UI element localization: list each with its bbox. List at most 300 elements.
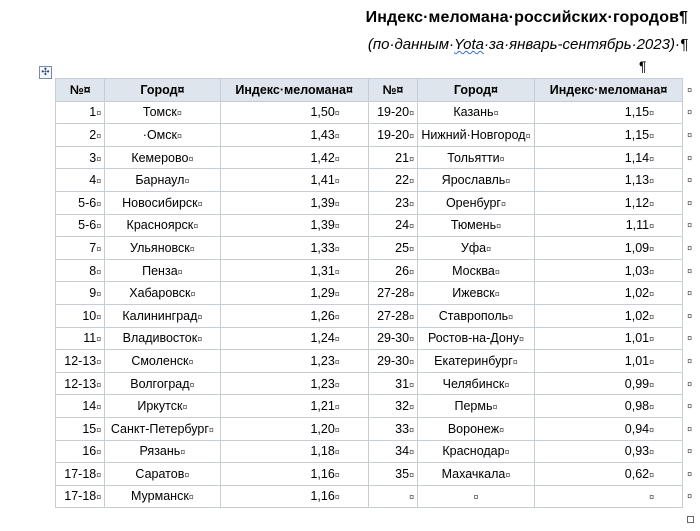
cell-end-mark: ¤ xyxy=(409,198,415,209)
table-row xyxy=(56,372,700,395)
table-row xyxy=(56,440,700,463)
index-cell-left-value: 1,39 xyxy=(310,218,335,233)
cell-end-mark: ¤ xyxy=(189,243,195,254)
rank-cell-left xyxy=(56,169,105,192)
cell-end-mark: ¤ xyxy=(96,153,102,164)
city-cell-right-value: Уфа xyxy=(460,240,487,255)
cell-end-mark: ¤ xyxy=(409,311,415,322)
rank-cell-right-value: 31 xyxy=(395,376,410,391)
cell-end-mark: ¤ xyxy=(189,379,195,390)
city-cell-right-value: Ижевск xyxy=(452,286,495,301)
city-cell-right-value: Тольятти xyxy=(447,150,500,165)
city-cell-right xyxy=(418,440,535,463)
cell-end-mark: ¤ xyxy=(334,221,340,232)
cell-end-mark: ¤ xyxy=(96,447,102,458)
rank-cell-right-value: 27-28 xyxy=(377,286,410,301)
row-end-mark: ¤ xyxy=(687,107,693,118)
table-row xyxy=(56,101,700,124)
rank-cell-right xyxy=(368,350,417,373)
table-row xyxy=(56,237,700,260)
cell-end-mark: ¤ xyxy=(512,356,518,367)
index-cell-right xyxy=(534,237,682,260)
index-cell-left-value: 1,31 xyxy=(310,263,335,278)
cell-end-mark: ¤ xyxy=(197,198,203,209)
cell-end-mark: ¤ xyxy=(96,402,102,413)
cell-end-mark: ¤ xyxy=(649,176,655,187)
rank-cell-right xyxy=(368,282,417,305)
index-cell-right-value: 1,02 xyxy=(624,286,650,301)
index-cell-right-value: 1,11 xyxy=(625,218,650,233)
cell-end-mark: ¤ xyxy=(649,130,655,141)
city-cell-left-value: Иркутск xyxy=(137,399,183,414)
row-end-mark: ¤ xyxy=(687,401,693,412)
index-cell-left-value: 1,29 xyxy=(310,286,335,301)
index-cell-right-value: 1,15 xyxy=(624,127,650,142)
cell-end-mark: ¤ xyxy=(188,153,194,164)
city-cell-right-value: Ярославль xyxy=(441,173,506,188)
row-end-mark: ¤ xyxy=(687,355,693,366)
table-row xyxy=(56,463,700,486)
rank-cell-right-value: 32 xyxy=(395,399,410,414)
cell-end-mark: ¤ xyxy=(334,130,340,141)
index-cell-left-value: 1,16 xyxy=(310,489,335,504)
row-end-mark: ¤ xyxy=(687,491,693,502)
cell-end-mark: ¤ xyxy=(649,379,655,390)
city-cell-right xyxy=(418,101,535,124)
city-cell-left xyxy=(105,259,220,282)
rank-cell-right xyxy=(368,372,417,395)
document-title: Индекс·меломана·российских·городов¶ xyxy=(365,9,688,26)
rank-cell-right xyxy=(368,327,417,350)
index-cell-left xyxy=(220,169,368,192)
cell-end-mark: ¤ xyxy=(334,379,340,390)
index-cell-right-value: 1,14 xyxy=(624,150,650,165)
city-cell-left xyxy=(105,440,220,463)
rank-cell-left-value: 9 xyxy=(89,286,97,301)
cell-end-mark: ¤ xyxy=(334,469,340,480)
cell-end-mark: ¤ xyxy=(493,108,499,119)
cell-end-mark: ¤ xyxy=(188,492,194,503)
index-cell-left-value: 1,24 xyxy=(310,331,335,346)
row-end-mark: ¤ xyxy=(687,84,693,95)
rank-cell-left-value: 7 xyxy=(89,240,97,255)
row-end-mark: ¤ xyxy=(687,423,693,434)
city-cell-left xyxy=(105,214,220,237)
cell-end-mark: ¤ xyxy=(508,311,514,322)
header-index-right: Индекс·меломана¤ xyxy=(534,79,682,102)
rank-cell-left xyxy=(56,463,105,486)
index-cell-left xyxy=(220,463,368,486)
cell-end-mark: ¤ xyxy=(492,402,498,413)
index-cell-left-value: 1,50 xyxy=(310,105,335,120)
cell-end-mark: ¤ xyxy=(334,492,340,503)
table-row xyxy=(56,282,700,305)
cell-end-mark: ¤ xyxy=(96,469,102,480)
city-cell-left xyxy=(105,169,220,192)
rank-cell-left-value: 5-6 xyxy=(78,218,97,233)
rank-cell-right-value: 29-30 xyxy=(377,353,410,368)
index-cell-right-value: 1,02 xyxy=(624,308,650,323)
index-cell-right xyxy=(534,146,682,169)
city-cell-left-value: Волгоград xyxy=(130,376,190,391)
rank-cell-right-value: 24 xyxy=(395,218,410,233)
cell-end-mark: ¤ xyxy=(184,176,190,187)
city-cell-left xyxy=(105,327,220,350)
cell-end-mark: ¤ xyxy=(197,334,203,345)
cell-end-mark: ¤ xyxy=(96,492,102,503)
city-cell-right xyxy=(418,417,535,440)
rank-cell-left xyxy=(56,214,105,237)
cell-end-mark: ¤ xyxy=(499,153,505,164)
city-cell-right xyxy=(418,372,535,395)
city-cell-right-value: Казань xyxy=(453,105,494,120)
cell-end-mark: ¤ xyxy=(649,153,655,164)
cell-end-mark: ¤ xyxy=(96,311,102,322)
header-city-right: Город¤ xyxy=(418,79,535,102)
rank-cell-right-value: 23 xyxy=(395,195,410,210)
cell-end-mark: ¤ xyxy=(649,289,655,300)
rank-cell-right xyxy=(368,463,417,486)
rank-cell-right xyxy=(368,169,417,192)
index-cell-left xyxy=(220,259,368,282)
table-row xyxy=(56,327,700,350)
cell-end-mark: ¤ xyxy=(96,424,102,435)
index-cell-left-value: 1,26 xyxy=(310,308,335,323)
index-cell-left-value: 1,23 xyxy=(310,353,335,368)
index-cell-right xyxy=(534,214,682,237)
cell-end-mark: ¤ xyxy=(409,469,415,480)
table-row xyxy=(56,395,700,418)
cell-end-mark: ¤ xyxy=(649,469,655,480)
index-cell-right xyxy=(534,372,682,395)
city-cell-right-value: Оренбург xyxy=(445,195,501,210)
cell-end-mark: ¤ xyxy=(96,266,102,277)
city-cell-left xyxy=(105,485,220,508)
index-cell-right-value: 0,62 xyxy=(624,466,650,481)
rank-cell-left-value: 5-6 xyxy=(78,195,97,210)
index-cell-right xyxy=(534,417,682,440)
rank-cell-right-value: 34 xyxy=(395,444,410,459)
rank-cell-right-value: 33 xyxy=(395,421,410,436)
row-end-mark: ¤ xyxy=(687,288,693,299)
index-cell-left-value: 1,43 xyxy=(310,127,335,142)
city-cell-right-value: Нижний·Новгород xyxy=(421,127,526,142)
cell-end-mark: ¤ xyxy=(494,289,500,300)
rank-cell-left xyxy=(56,282,105,305)
rank-cell-right xyxy=(368,395,417,418)
city-cell-right-value: Пермь xyxy=(454,399,493,414)
row-end-mark: ¤ xyxy=(687,242,693,253)
cell-end-mark: ¤ xyxy=(180,447,186,458)
cell-end-mark: ¤ xyxy=(334,243,340,254)
index-cell-right-value: 1,01 xyxy=(624,353,650,368)
cell-end-mark: ¤ xyxy=(177,266,183,277)
cell-end-mark: ¤ xyxy=(96,334,102,345)
cell-end-mark: ¤ xyxy=(334,402,340,413)
city-cell-right-value: Воронеж xyxy=(447,421,500,436)
city-cell-right xyxy=(418,146,535,169)
subtitle-brand: Yota xyxy=(453,36,484,53)
subtitle-suffix: ·за·январь-сентябрь·2023)·¶ xyxy=(484,36,688,53)
rank-cell-right xyxy=(368,214,417,237)
city-cell-right xyxy=(418,282,535,305)
cell-end-mark: ¤ xyxy=(409,424,415,435)
rank-cell-left xyxy=(56,259,105,282)
row-end-mark: ¤ xyxy=(687,220,693,231)
cell-end-mark: ¤ xyxy=(505,176,511,187)
index-cell-left xyxy=(220,101,368,124)
index-cell-left-value: 1,33 xyxy=(310,240,335,255)
cell-end-mark: ¤ xyxy=(334,356,340,367)
rank-cell-left-value: 15 xyxy=(82,421,97,436)
rank-cell-left-value: 11 xyxy=(83,331,97,346)
index-cell-right xyxy=(534,304,682,327)
rank-cell-right xyxy=(368,191,417,214)
city-cell-left xyxy=(105,124,220,147)
city-cell-right xyxy=(418,237,535,260)
row-end-mark: ¤ xyxy=(687,378,693,389)
city-cell-right xyxy=(418,485,535,508)
rank-cell-left xyxy=(56,124,105,147)
table-row xyxy=(56,417,700,440)
rank-cell-right xyxy=(368,124,417,147)
rank-cell-left xyxy=(56,350,105,373)
city-cell-left xyxy=(105,191,220,214)
cell-end-mark: ¤ xyxy=(409,221,415,232)
document-subtitle xyxy=(368,36,688,53)
table-row xyxy=(56,259,700,282)
cell-end-mark: ¤ xyxy=(96,356,102,367)
rank-cell-right xyxy=(368,259,417,282)
index-cell-left xyxy=(220,304,368,327)
rank-cell-left-value: 17-18 xyxy=(64,489,97,504)
index-cell-left-value: 1,21 xyxy=(310,399,335,414)
cell-end-mark: ¤ xyxy=(409,176,415,187)
city-cell-left-value: Владивосток xyxy=(122,331,198,346)
cell-end-mark: ¤ xyxy=(409,402,415,413)
cell-end-mark: ¤ xyxy=(334,153,340,164)
city-cell-left xyxy=(105,395,220,418)
index-cell-left xyxy=(220,214,368,237)
cell-end-mark: ¤ xyxy=(409,379,415,390)
row-end-mark: ¤ xyxy=(687,197,693,208)
index-cell-right xyxy=(534,259,682,282)
cell-end-mark: ¤ xyxy=(649,198,655,209)
cell-end-mark: ¤ xyxy=(184,469,190,480)
cell-end-mark: ¤ xyxy=(190,289,196,300)
cell-end-mark: ¤ xyxy=(504,447,510,458)
city-cell-right xyxy=(418,191,535,214)
cell-end-mark: ¤ xyxy=(649,221,655,232)
rank-cell-left xyxy=(56,327,105,350)
cell-end-mark: ¤ xyxy=(649,243,655,254)
rank-cell-left-value: 17-18 xyxy=(64,466,97,481)
cell-end-mark: ¤ xyxy=(649,492,655,503)
rank-cell-right-value: 19-20 xyxy=(377,105,410,120)
city-cell-left xyxy=(105,101,220,124)
city-cell-left-value: Новосибирск xyxy=(122,195,198,210)
rank-cell-right-value: 22 xyxy=(395,173,410,188)
city-cell-right-value: Челябинск xyxy=(442,376,505,391)
rank-cell-left xyxy=(56,417,105,440)
cell-end-mark: ¤ xyxy=(649,402,655,413)
cell-end-mark: ¤ xyxy=(649,447,655,458)
index-cell-right-value: 1,12 xyxy=(624,195,650,210)
table-row xyxy=(56,169,700,192)
cell-end-mark: ¤ xyxy=(334,334,340,345)
index-cell-left xyxy=(220,440,368,463)
cell-end-mark: ¤ xyxy=(334,198,340,209)
index-cell-left xyxy=(220,146,368,169)
index-cell-left-value: 1,20 xyxy=(310,421,335,436)
cell-end-mark: ¤ xyxy=(193,221,199,232)
rank-cell-left xyxy=(56,440,105,463)
city-cell-left-value: Кемерово xyxy=(131,150,189,165)
city-cell-right xyxy=(418,304,535,327)
index-cell-left xyxy=(220,282,368,305)
end-of-cell-marker xyxy=(687,516,694,523)
cell-end-mark: ¤ xyxy=(96,221,102,232)
index-cell-left xyxy=(220,417,368,440)
cell-end-mark: ¤ xyxy=(409,492,415,503)
index-cell-right-value: 1,13 xyxy=(624,173,650,188)
city-cell-left-value: Красноярск xyxy=(126,218,194,233)
rank-cell-left-value: 12-13 xyxy=(64,376,97,391)
index-cell-left xyxy=(220,191,368,214)
subtitle-prefix: (по·данным· xyxy=(367,36,454,53)
city-cell-left-value: Калининград xyxy=(122,308,198,323)
cell-end-mark: ¤ xyxy=(409,356,415,367)
cell-end-mark: ¤ xyxy=(208,424,214,435)
rank-cell-right-value: 25 xyxy=(395,240,410,255)
cell-end-mark: ¤ xyxy=(496,221,502,232)
row-end-mark: ¤ xyxy=(687,333,693,344)
rank-cell-right-value: 19-20 xyxy=(377,127,410,142)
cell-end-mark: ¤ xyxy=(334,108,340,119)
cell-end-mark: ¤ xyxy=(409,243,415,254)
city-cell-left-value: Хабаровск xyxy=(129,286,191,301)
city-cell-right xyxy=(418,395,535,418)
index-cell-right xyxy=(534,327,682,350)
table-body xyxy=(56,101,700,508)
rank-cell-left-value: 12-13 xyxy=(64,353,97,368)
table-row xyxy=(56,191,700,214)
index-cell-left xyxy=(220,350,368,373)
rank-cell-right-value: 27-28 xyxy=(377,308,410,323)
cell-end-mark: ¤ xyxy=(500,198,506,209)
cell-end-mark: ¤ xyxy=(334,424,340,435)
cell-end-mark: ¤ xyxy=(334,289,340,300)
index-cell-left-value: 1,41 xyxy=(310,173,335,188)
city-cell-right xyxy=(418,463,535,486)
city-cell-right xyxy=(418,214,535,237)
cell-end-mark: ¤ xyxy=(409,153,415,164)
cell-end-mark: ¤ xyxy=(334,176,340,187)
table-row xyxy=(56,485,700,508)
city-cell-right-value: Екатеринбург xyxy=(434,353,513,368)
cell-end-mark: ¤ xyxy=(494,266,500,277)
header-city-left: Город¤ xyxy=(105,79,220,102)
rank-cell-left-value: 14 xyxy=(82,399,97,414)
table-header-row xyxy=(56,79,700,102)
index-cell-right-value: 0,98 xyxy=(624,399,650,414)
city-cell-left-value: Пенза xyxy=(142,263,178,278)
rank-cell-left-value: 10 xyxy=(82,308,97,323)
row-end-mark: ¤ xyxy=(687,446,693,457)
rank-cell-right-value: 29-30 xyxy=(377,331,410,346)
rank-cell-right-value: 21 xyxy=(395,150,410,165)
cell-end-mark: ¤ xyxy=(473,492,479,503)
cell-end-mark: ¤ xyxy=(409,289,415,300)
paragraph-mark: ¶ xyxy=(639,58,647,74)
cell-end-mark: ¤ xyxy=(96,130,102,141)
index-cell-left xyxy=(220,395,368,418)
index-cell-left xyxy=(220,327,368,350)
cell-end-mark: ¤ xyxy=(334,266,340,277)
rank-cell-right xyxy=(368,101,417,124)
rank-cell-left-value: 3 xyxy=(89,150,97,165)
row-end-mark: ¤ xyxy=(687,152,693,163)
index-cell-right xyxy=(534,124,682,147)
index-cell-right xyxy=(534,440,682,463)
cell-end-mark: ¤ xyxy=(182,402,188,413)
index-cell-right xyxy=(534,191,682,214)
index-cell-right-value: 1,03 xyxy=(624,263,650,278)
index-cell-left xyxy=(220,237,368,260)
rank-cell-left-value: 4 xyxy=(89,173,97,188)
cell-end-mark: ¤ xyxy=(499,424,505,435)
index-cell-right xyxy=(534,485,682,508)
cell-end-mark: ¤ xyxy=(519,334,525,345)
city-cell-left-value: Смоленск xyxy=(131,353,189,368)
cell-end-mark: ¤ xyxy=(649,108,655,119)
cell-end-mark: ¤ xyxy=(176,108,182,119)
city-cell-left-value: Рязань xyxy=(139,444,181,459)
rank-cell-left-value: 1 xyxy=(89,105,97,120)
city-cell-left xyxy=(105,372,220,395)
city-cell-right-value: Ростов-на-Дону xyxy=(427,331,519,346)
cell-end-mark: ¤ xyxy=(409,334,415,345)
city-cell-left-value: Мурманск xyxy=(131,489,189,504)
city-cell-left-value: ·Омск xyxy=(142,127,177,142)
city-cell-left-value: Санкт-Петербург xyxy=(110,421,209,436)
cell-end-mark: ¤ xyxy=(649,424,655,435)
rank-cell-left-value: 8 xyxy=(89,263,97,278)
city-cell-right-value: Москва xyxy=(452,263,495,278)
index-cell-left xyxy=(220,124,368,147)
ranking-table xyxy=(55,78,700,508)
rank-cell-right xyxy=(368,304,417,327)
cell-end-mark: ¤ xyxy=(505,469,511,480)
table-row xyxy=(56,350,700,373)
cell-end-mark: ¤ xyxy=(525,130,531,141)
index-cell-right xyxy=(534,101,682,124)
index-cell-left-value: 1,39 xyxy=(310,195,335,210)
city-cell-left xyxy=(105,146,220,169)
row-end-mark: ¤ xyxy=(687,265,693,276)
cell-end-mark: ¤ xyxy=(486,243,492,254)
city-cell-right-value: Краснодар xyxy=(442,444,505,459)
city-cell-left-value: Ульяновск xyxy=(130,240,190,255)
rank-cell-left-value: 2 xyxy=(89,127,97,142)
table-move-handle-icon[interactable]: ✣ xyxy=(39,66,52,79)
city-cell-right xyxy=(418,169,535,192)
rank-cell-left xyxy=(56,237,105,260)
rank-cell-left xyxy=(56,395,105,418)
rank-cell-right-value: 35 xyxy=(395,466,410,481)
cell-end-mark: ¤ xyxy=(96,108,102,119)
row-end-mark: ¤ xyxy=(687,468,693,479)
